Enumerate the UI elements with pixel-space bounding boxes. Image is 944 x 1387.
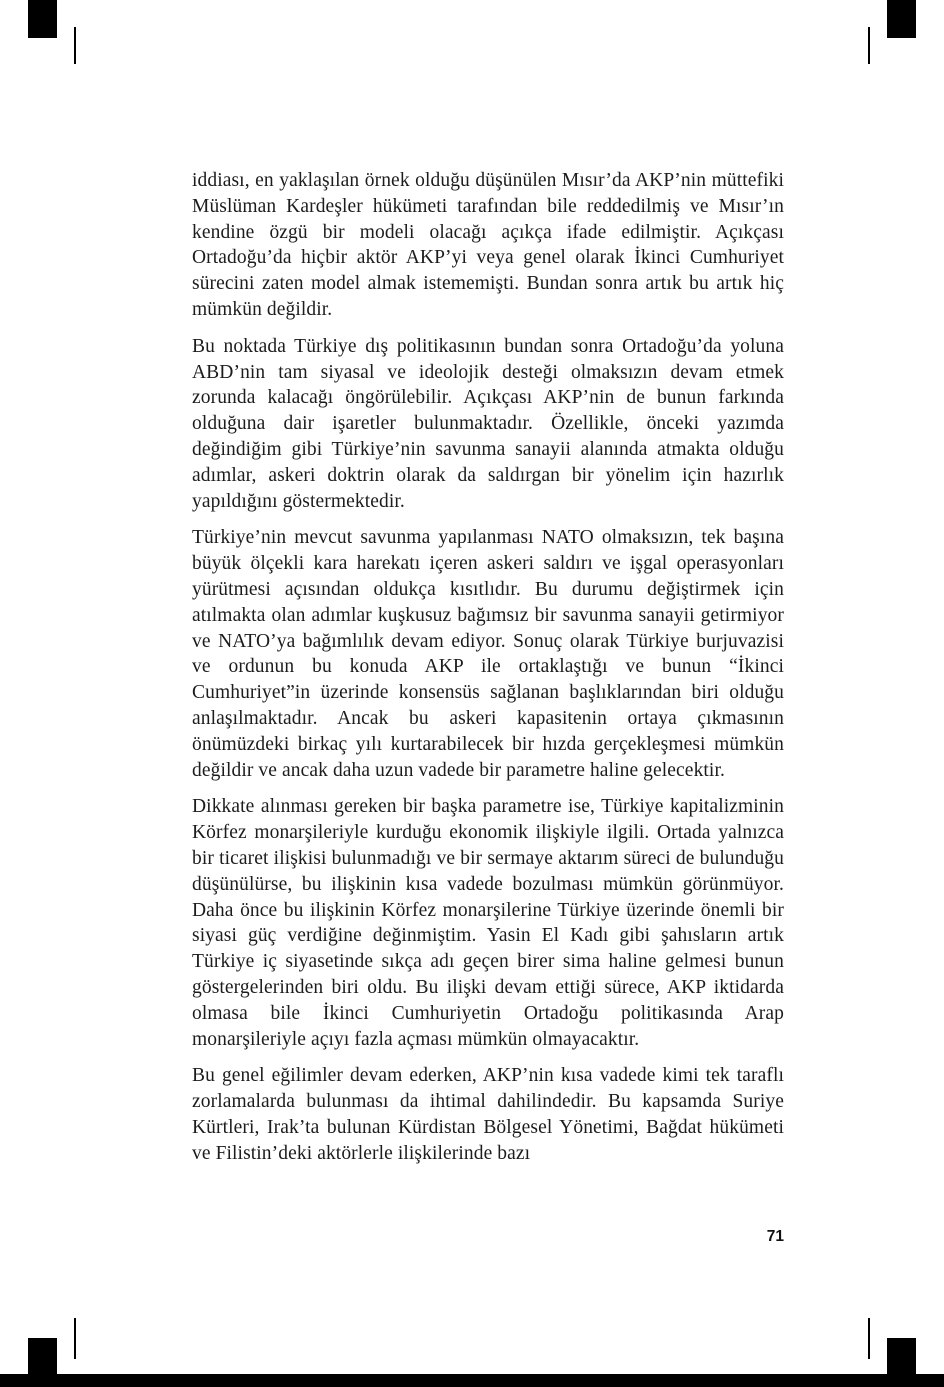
bottom-trim-bar (0, 1374, 944, 1387)
crop-mark-top-left (28, 0, 57, 38)
paragraph-3: Türkiye’nin mevcut savunma yapılanması NATO olmaksızın, tek başına büyük ölçekli kara harekatı içeren askeri saldırı ve işgal operasyonları yürütmesi açısından oldukça kısıtlıdır. Bu durumu değiştirmek için atılmakta olan adımlar kuşkusuz bağımsız bir savunma sanayii getirmiyor ve NATO’ya bağımlılık devam ediyor. Sonuç olarak Türkiye burjuvazisi ve ordunun bu konuda AKP ile ortaklaştığı ve bunun “İkinci Cumhuriyet”in üzerinde konsensüs sağlanan başlıklarından biri olduğu anlaşılmaktadır. Ancak bu askeri kapasitenin ortaya çıkmasının önümüzdeki birkaç yılı kurtarabilecek bir hızda gerçekleşmesi mümkün değildir ve ancak daha uzun vadede bir parametre haline gelecektir. (192, 527, 784, 781)
crop-mark-bottom-right (887, 1338, 916, 1375)
paragraph-1: iddiası, en yaklaşılan örnek olduğu düşünülen Mısır’da AKP’nin müttefiki Müslüman Kardeşler hükümeti tarafından bile reddedilmiş ve Mısır’ın kendine özgü bir modeli olacağı açıkça ifade edilmiştir. Açıkçası Ortadoğu’da hiçbir aktör AKP’yi veya genel olarak İkinci Cumhuriyet sürecini zaten model almak istememişti. Bundan sonra artık bu artık hiç mümkün değildir. (192, 170, 784, 320)
crop-mark-bottom-left (28, 1338, 57, 1375)
trim-tick-top-left (74, 27, 76, 64)
crop-mark-top-right (887, 0, 916, 38)
page-number: 71 (766, 1228, 784, 1245)
text-block (192, 168, 784, 1177)
paragraph-2: Bu noktada Türkiye dış politikasının bundan sonra Ortadoğu’da yoluna ABD’nin tam siyasal ve ideolojik desteği olmaksızın devam etmek zorunda kalacağı öngörülebilir. Açıkçası AKP’nin de bunun farkında olduğuna dair işaretler bulunmaktadır. Özellikle, önceki yazımda değindiğim gibi Türkiye’nin savunma sanayii alanında atmakta olduğu adımlar, askeri doktrin olarak da saldırgan bir yönelim için hazırlık yapıldığını göstermektedir. (192, 335, 784, 512)
trim-tick-bottom-left (74, 1318, 76, 1359)
trim-tick-top-right (868, 27, 870, 64)
paragraph-5: Bu genel eğilimler devam ederken, AKP’nin kısa vadede kimi tek taraflı zorlamalarda bulunması da ihtimal dahilindedir. Bu kapsamda Suriye Kürtleri, Irak’ta bulunan Kürdistan Bölgesel Yönetimi, Bağdat hükümeti ve Filistin’deki aktörlerle ilişkilerinde bazı (192, 1065, 784, 1164)
trim-tick-bottom-right (868, 1318, 870, 1359)
paragraph-4: Dikkate alınması gereken bir başka parametre ise, Türkiye kapitalizminin Körfez monarşileriyle kurduğu ekonomik ilişkiyle ilgili. Ortada yalnızca bir ticaret ilişkisi bulunmadığı ve bir sermaye aktarım süreci de bulunduğu düşünülürse, bu ilişkinin kısa vadede bozulması mümkün görünmüyor. Daha önce bu ilişkinin Körfez monarşilerine Türkiye üzerinde önemli bir siyasi güç verdiğine değinmiştim. Yasin El Kadı gibi şahısların artık Türkiye iç siyasetinde sıkça adı geçen birer sima haline gelmesi bunun göstergelerinden biri oldu. Bu ilişki devam ettiği sürece, AKP iktidarda olmasa bile İkinci Cumhuriyetin Ortadoğu politikasında Arap monarşileriyle açıyı fazla açması mümkün olmayacaktır. (192, 796, 784, 1050)
